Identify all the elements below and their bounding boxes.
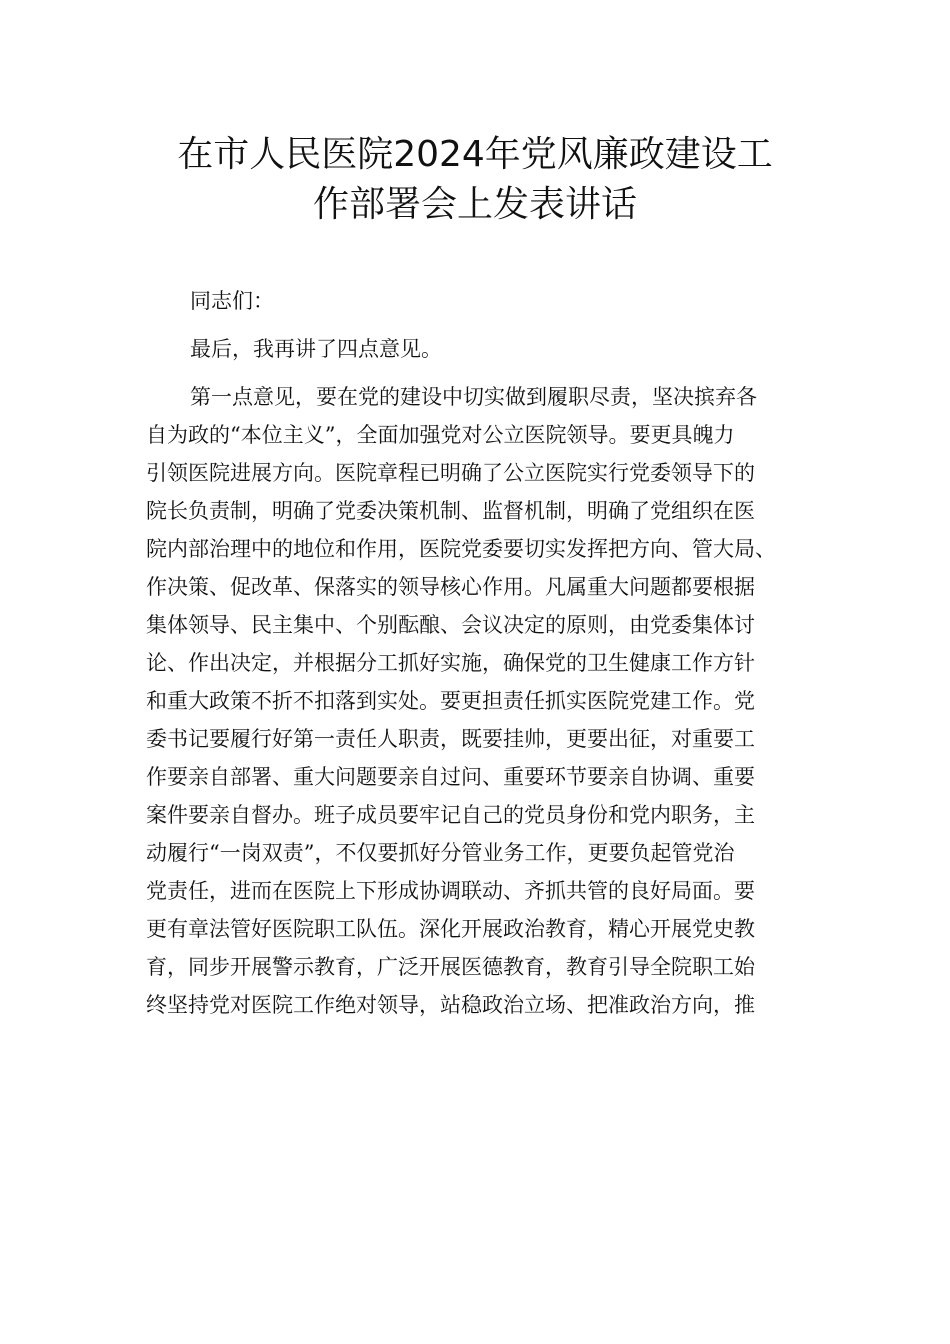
paragraph-line: 作决策、促改革、保落实的领导核心作用。凡属重大问题都要根据 [146,575,755,599]
paragraph-line: 院长负责制，明确了党委决策机制、监督机制，明确了党组织在医 [146,499,755,523]
paragraph-line: 和重大政策不折不扣落到实处。要更担责任抓实医院党建工作。党 [146,689,755,713]
paragraph-line: 院内部治理中的地位和作用，医院党委要切实发挥把方向、管大局、 [146,537,776,561]
intro-paragraph: 最后，我再讲了四点意见。 [190,337,442,361]
title-line-2: 作部署会上发表讲话 [312,184,637,225]
paragraph-line: 引领医院进展方向。医院章程已明确了公立医院实行党委领导下的 [146,461,755,485]
title-line-1: 在市人民医院2024年党风廉政建设工 [177,134,773,175]
paragraph-line: 自为政的“本位主义”，全面加强党对公立医院领导。要更具魄力 [146,423,735,447]
paragraph-line: 集体领导、民主集中、个别酝酿、会议决定的原则，由党委集体讨 [146,613,755,637]
paragraph-line: 更有章法管好医院职工队伍。深化开展政治教育，精心开展党史教 [146,917,755,941]
paragraph-line: 动履行“一岗双责”，不仅要抓好分管业务工作，更要负起管党治 [146,841,735,865]
paragraph-line: 终坚持党对医院工作绝对领导，站稳政治立场、把准政治方向，推 [146,993,755,1017]
greeting: 同志们： [190,289,274,313]
paragraph-line: 育，同步开展警示教育，广泛开展医德教育，教育引导全院职工始 [146,955,755,979]
paragraph-line: 第一点意见，要在党的建设中切实做到履职尽责，坚决摈弃各 [190,385,757,409]
document-body [146,282,810,1024]
paragraph-line: 党责任，进而在医院上下形成协调联动、齐抓共管的良好局面。要 [146,879,755,903]
paragraph-line: 作要亲自部署、重大问题要亲自过问、重要环节要亲自协调、重要 [146,765,755,789]
paragraph-line: 论、作出决定，并根据分工抓好实施，确保党的卫生健康工作方针 [146,651,755,675]
paragraph-line: 委书记要履行好第一责任人职责，既要挂帅，更要出征，对重要工 [146,727,755,751]
document-title [100,130,850,230]
paragraph-line: 案件要亲自督办。班子成员要牢记自己的党员身份和党内职务，主 [146,803,755,827]
main-paragraph [146,378,810,1024]
